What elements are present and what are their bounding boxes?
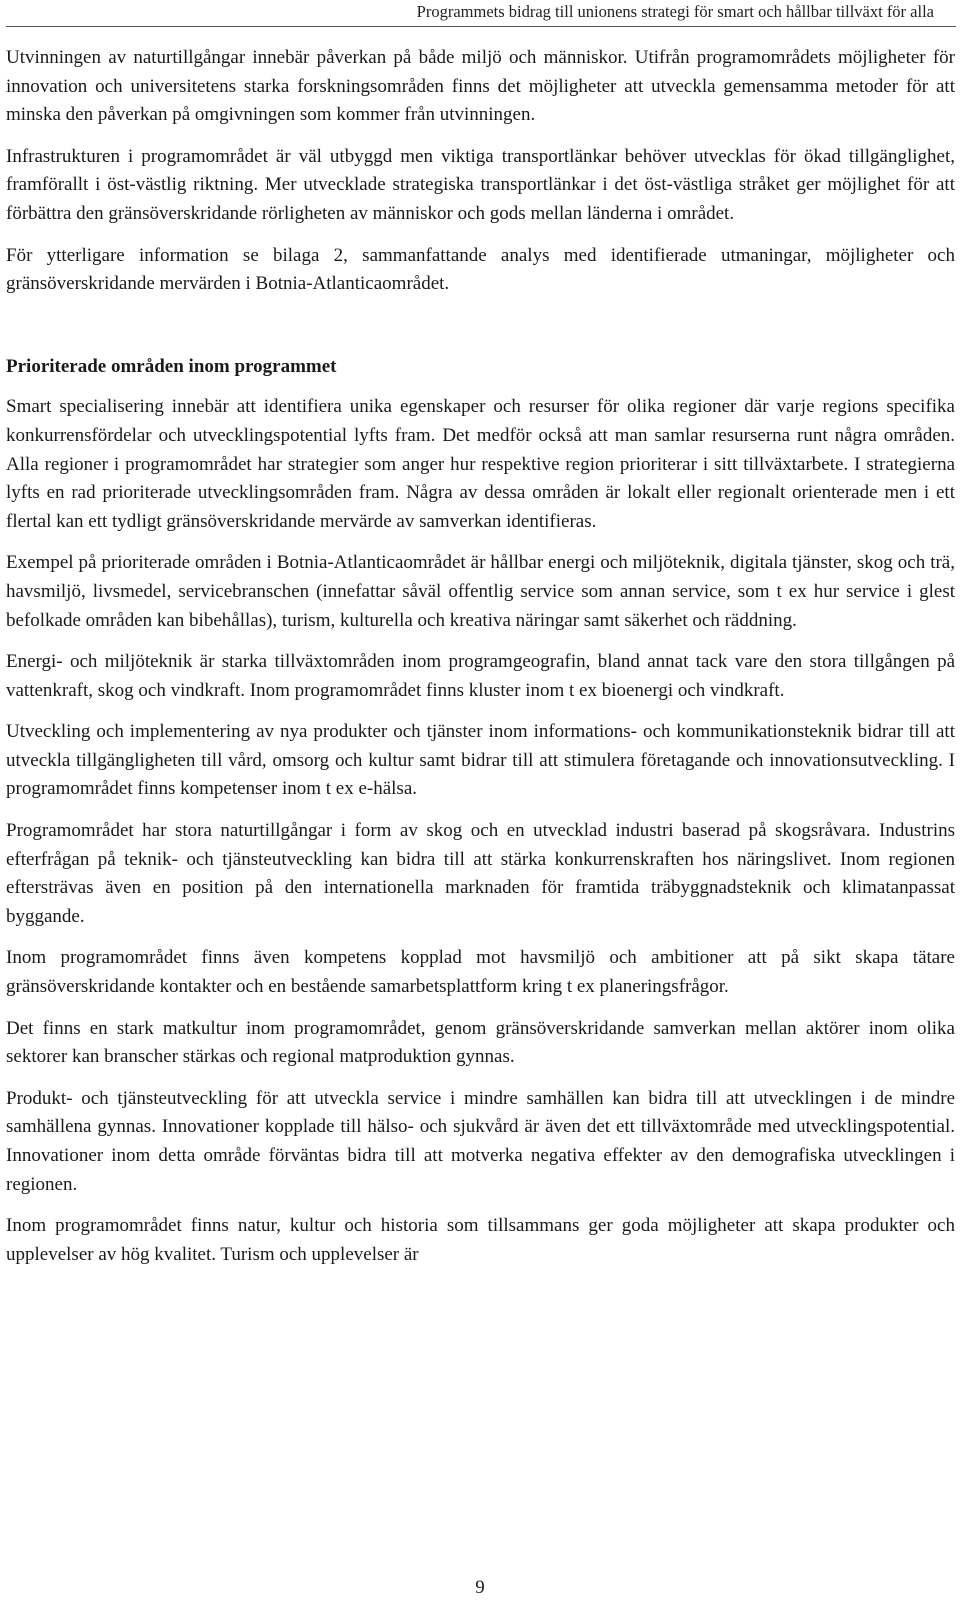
header-divider <box>6 26 956 27</box>
page-number: 9 <box>475 1577 485 1598</box>
paragraph-energy-environment: Energi- och miljöteknik är starka tillväxtområden inom programgeografin, bland annat tack vare den stora tillgången på vattenkraft, skog och vindkraft. Inom programområdet finns kluster inom t ex bioenergi och vindkraft. <box>6 651 955 701</box>
paragraph-ict: Utveckling och implementering av nya produkter och tjänster inom informations- och kommunikationsteknik bidrar till att utveckla tillgängligheten till vård, omsorg och kultur samt bidrar till att stimulera företagande och innovationsutveckling. I programområdet finns kompetenser inom t ex e-hälsa. <box>6 721 955 800</box>
paragraph-food-culture: Det finns en stark matkultur inom programområdet, genom gränsöverskridande samverkan mellan aktörer inom olika sektorer kan branscher stärkas och regional matproduktion gynnas. <box>6 1017 955 1068</box>
paragraph-marine: Inom programområdet finns även kompetens kopplad mot havsmiljö och ambitioner att på sikt skapa tätare gränsöverskridande kontakter och en bestående samarbetsplattform kring t ex planeringsfrågor. <box>6 947 955 998</box>
paragraph-further-information: För ytterligare information se bilaga 2, sammanfattande analys med identifierade utmaningar, möjligheter och gränsöverskridande mervärden i Botnia-Atlanticaområdet. <box>6 244 955 295</box>
paragraph-forest: Programområdet har stora naturtillgångar i form av skog och en utvecklad industri baserad på skogsråvara. Industrins efterfrågan på teknik- och tjänsteutveckling kan bidra till att stärka konkurrenskraften hos näringslivet. Inom regionen eftersträvas även en position på den internationella marknaden för framtida träbyggnadsteknik och klimatanpassat byggande. <box>6 820 955 927</box>
paragraph-extraction-impact: Utvinningen av naturtillgångar innebär påverkan på både miljö och människor. Utifrån programområdets möjligheter för innovation och universitetens starka forskningsområden finns det möjligheter att utveckla gemensamma metoder för att minska den påverkan på omgivningen som kommer från utvinningen. <box>6 47 955 126</box>
document-body <box>6 44 955 1282</box>
paragraph-service-development: Produkt- och tjänsteutveckling för att utveckla service i mindre samhällen kan bidra till att utvecklingen i de mindre samhällena gynnas. Innovationer kopplade till hälso- och sjukvård är även det ett tillväxtområde med utvecklingspotential. Innovationer inom detta område förväntas bidra till att motverka negativa effekter av den demografiska utvecklingen i regionen. <box>6 1087 955 1195</box>
paragraph-priority-examples: Exempel på prioriterade områden i Botnia-Atlanticaområdet är hållbar energi och miljöteknik, digitala tjänster, skog och trä, havsmiljö, livsmedel, servicebranschen (innefattar såväl offentlig service som annan service, som t ex hur service i glest befolkade områden kan bibehållas), turism, kulturella och kreativa näringar samt säkerhet och räddning. <box>6 552 955 631</box>
section-heading: Prioriterade områden inom programmet <box>6 355 337 377</box>
paragraph-infrastructure: Infrastrukturen i programområdet är väl utbyggd men viktiga transportlänkar behöver utvecklas för ökad tillgänglighet, framförallt i öst-västlig riktning. Mer utvecklade strategiska transportlänkar i det öst-västliga stråket ger möjlighet för att förbättra den gränsöverskridande rörligheten av människor och gods mellan länderna i området. <box>6 145 955 224</box>
paragraph-smart-specialisation: Smart specialisering innebär att identifiera unika egenskaper och resurser för olika regioner där varje regions specifika konkurrensfördelar och utvecklingspotential lyfts fram. Det medför också att man samlar resurserna runt några områden. Alla regioner i programområdet har strategier som anger hur respektive region prioriterar i sitt tillväxtarbete. I strategierna lyfts en rad prioriterade utvecklingsområden fram. Några av dessa områden är lokalt eller regionalt orienterade men i ett flertal kan ett tydligt gränsöverskridande mervärde av samverkan identifieras. <box>6 396 955 532</box>
paragraph-tourism: Inom programområdet finns natur, kultur och historia som tillsammans ger goda möjligheter att skapa produkter och upplevelser av hög kvalitet. Turism och upplevelser är <box>6 1215 955 1265</box>
running-header: Programmets bidrag till unionens strategi för smart och hållbar tillväxt för alla <box>416 2 934 21</box>
